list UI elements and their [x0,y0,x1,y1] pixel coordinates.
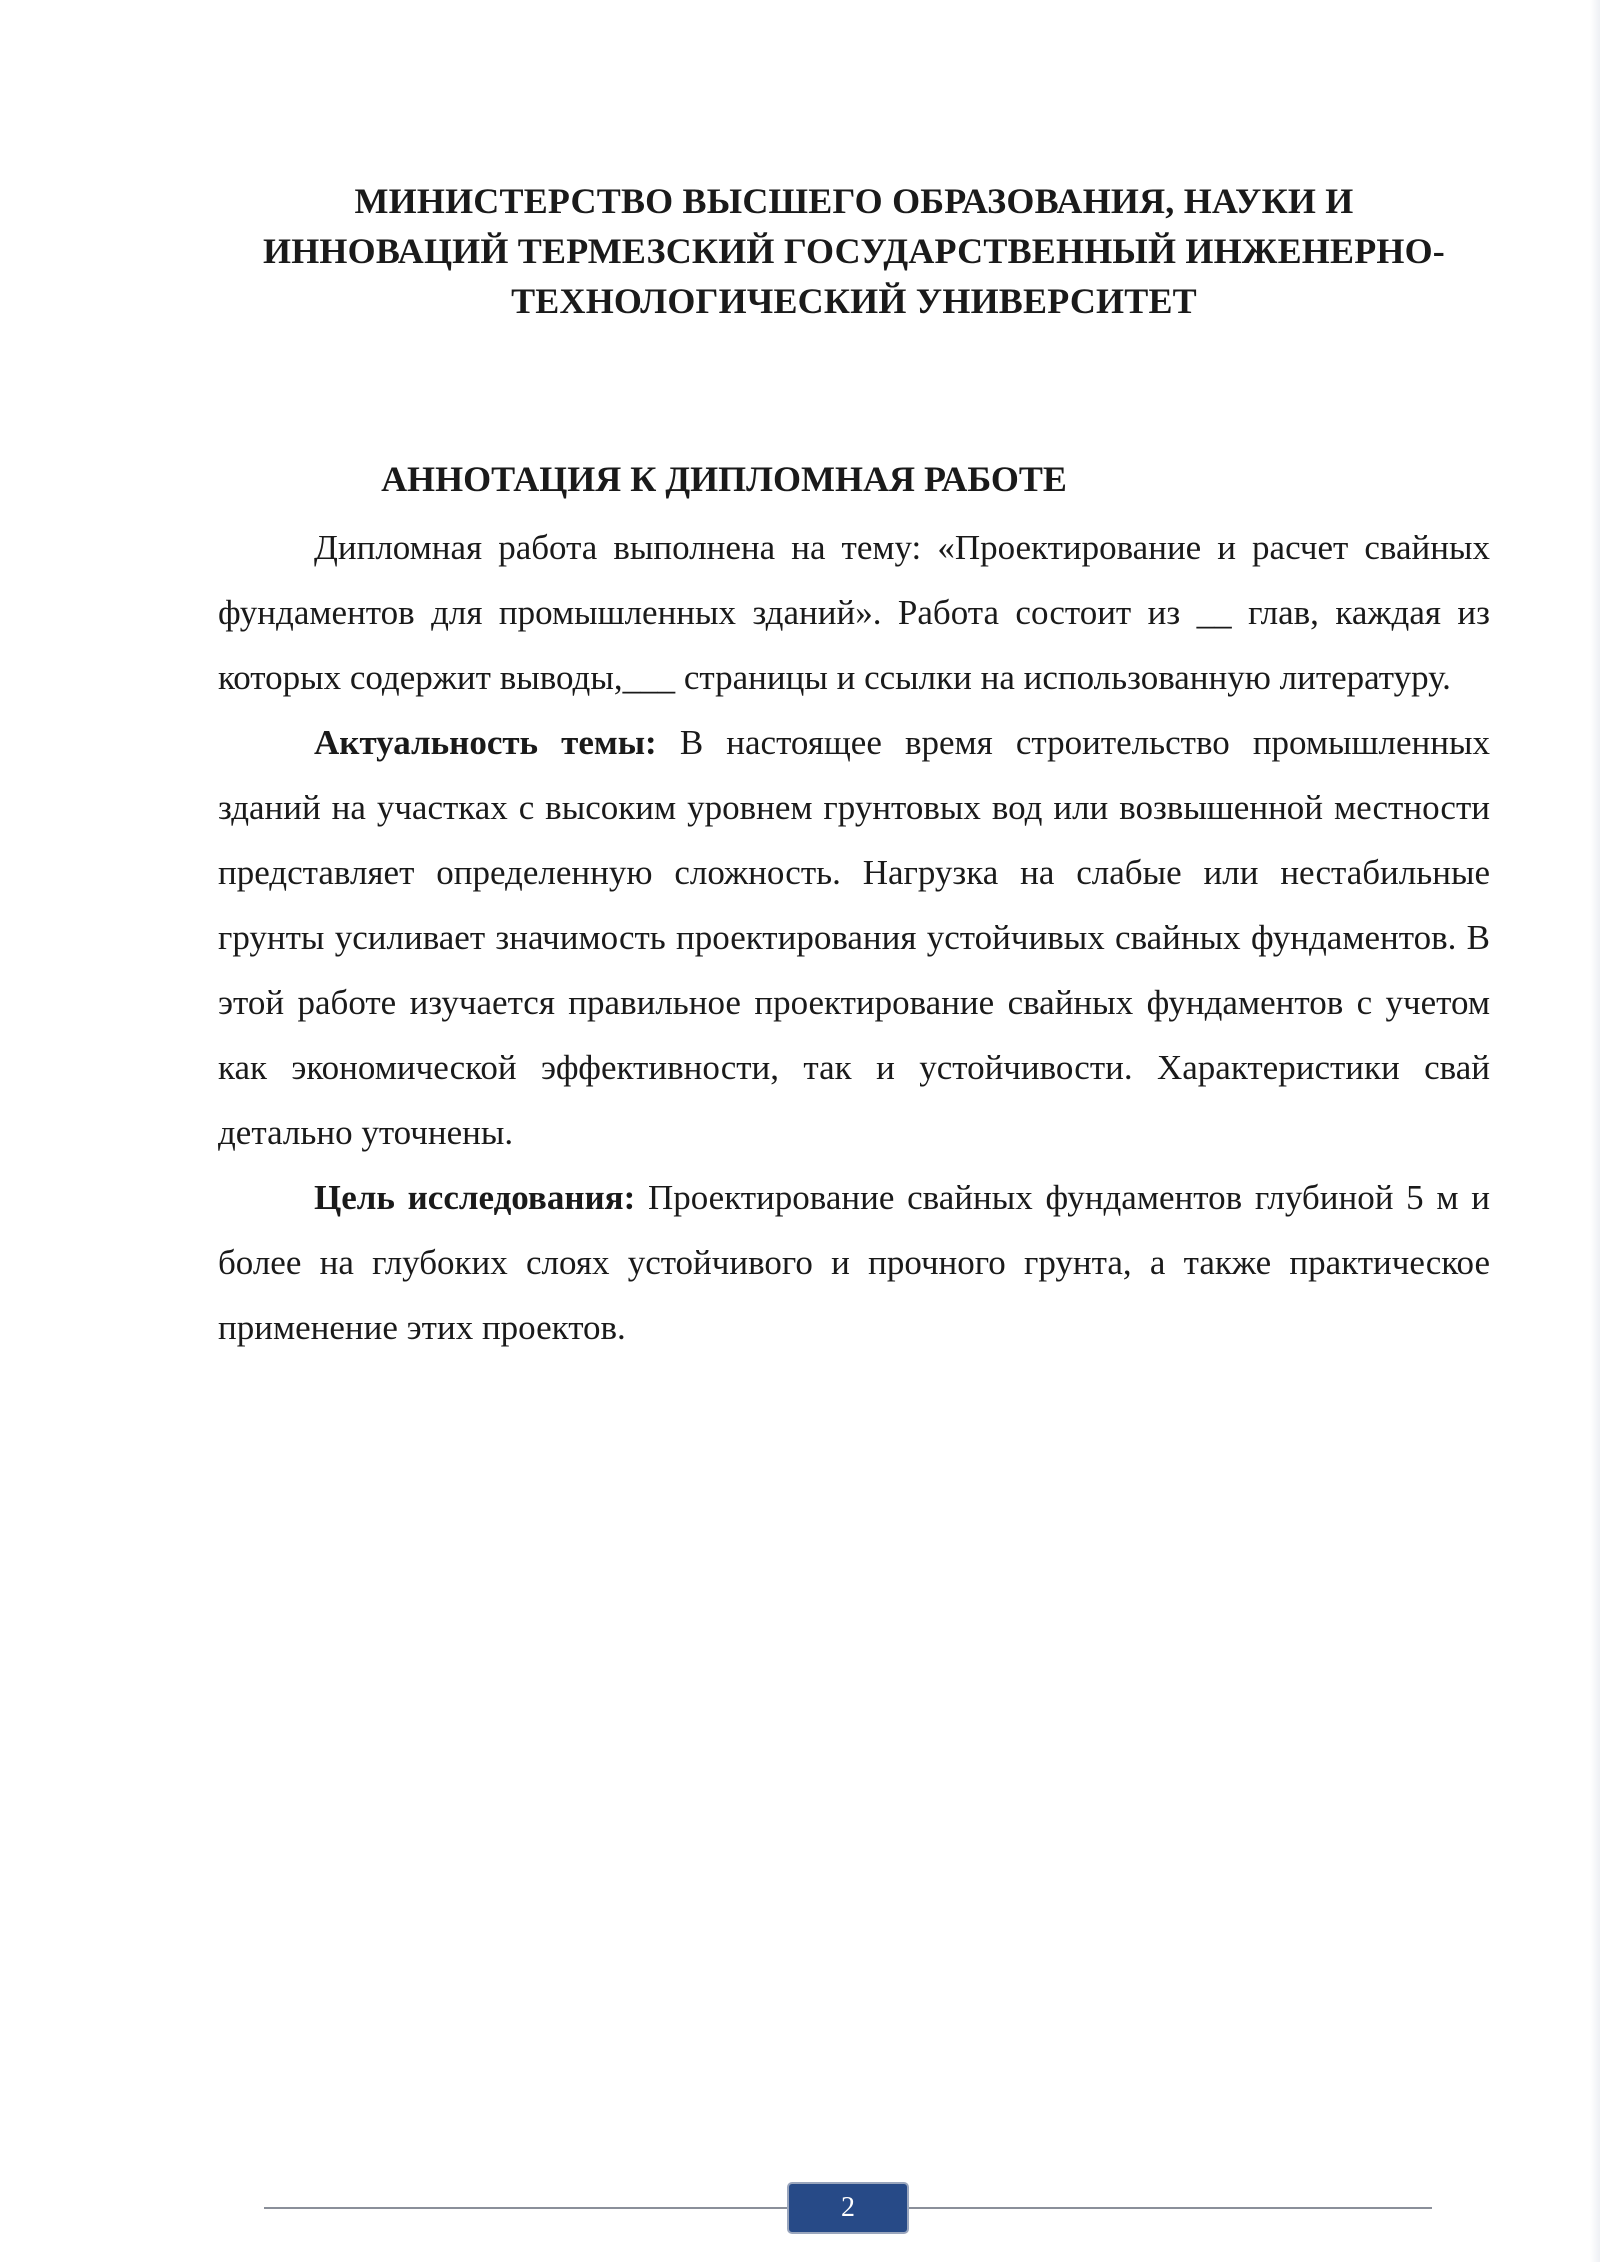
header-line-3: ТЕХНОЛОГИЧЕСКИЙ УНИВЕРСИТЕТ [511,281,1197,321]
goal-label: Цель исследования: [314,1178,636,1217]
footer-rule-left [264,2207,790,2209]
goal-text: Проектирование свайных фундаментов глубиной 5 м и более на глубоких слоях устойчивого и прочного грунта, а также практическое применение этих проектов. [218,1178,1491,1347]
footer-rule-right [906,2207,1432,2209]
page-edge-shadow [1590,0,1600,2262]
annotation-title-row [218,454,1600,504]
header-line-2: ИННОВАЦИЙ ТЕРМЕЗСКИЙ ГОСУДАРСТВЕННЫЙ ИНЖЕНЕРНО- [263,231,1445,271]
relevance-text: В настоящее время строительство промышленных зданий на участках с высоким уровнем грунтовых вод или возвышенной местности представляет определенную сложность. Нагрузка на слабые или нестабильные грунты усиливает значимость проектирования устойчивых свайных фундаментов. В этой работе изучается правильное проектирование свайных фундаментов с учетом как экономической эффективности, так и устойчивости. Характеристики свай детально уточнены. [218,723,1490,1152]
annotation-title: АННОТАЦИЯ К ДИПЛОМНАЯ РАБОТЕ [381,459,1067,499]
paragraph-goal [218,1165,1490,1360]
paragraph-relevance [218,710,1490,1165]
page-number-badge: 2 [787,2182,909,2234]
paragraph-topic: Дипломная работа выполнена на тему: «Проектирование и расчет свайных фундаментов для промышленных зданий». Работа состоит из __ глав, каждая из которых содержит выводы,___ страницы и ссылки на использованную литературу. [218,528,1490,697]
ministry-header [218,176,1490,326]
header-line-1: МИНИСТЕРСТВО ВЫСШЕГО ОБРАЗОВАНИЯ, НАУКИ И [354,181,1354,221]
annotation-body [218,515,1490,1360]
relevance-label: Актуальность темы: [314,723,657,762]
